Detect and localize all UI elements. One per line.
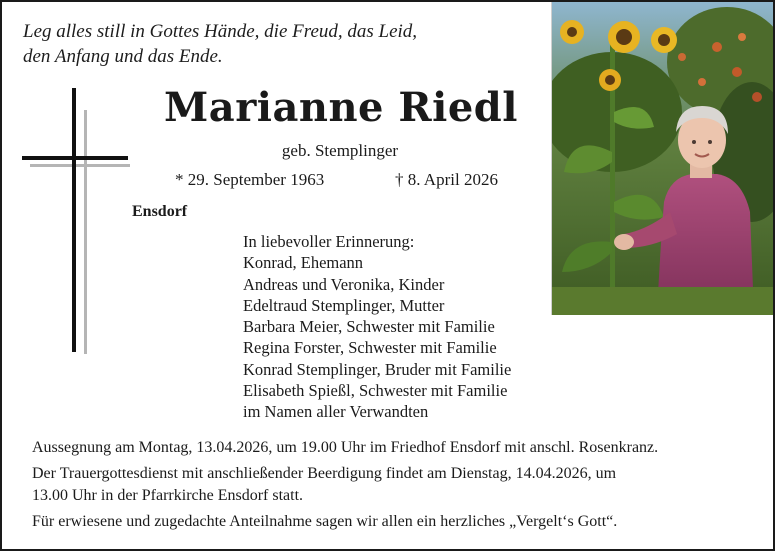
mourner-item: Elisabeth Spießl, Schwester mit Familie: [243, 381, 508, 401]
portrait-photo: [551, 2, 774, 315]
mourner-item: Barbara Meier, Schwester mit Familie: [243, 317, 495, 337]
mourners-intro: In liebevoller Erinnerung:: [243, 232, 415, 251]
cross-vertical: [72, 88, 76, 352]
announcements: [32, 437, 658, 533]
motto-line: Leg alles still in Gottes Hände, die Freud, das Leid,: [23, 21, 418, 42]
cross-horizontal: [22, 156, 128, 160]
mourner-item: Konrad Stemplinger, Bruder mit Familie: [243, 359, 512, 379]
mourner-item: Andreas und Veronika, Kinder: [243, 274, 445, 294]
maiden-name: geb. Stemplinger: [281, 141, 399, 160]
cross-icon: [22, 88, 132, 354]
thanks-line: Für erwiesene und zugedachte Anteilnahme sagen wir allen ein herzliches „Vergelt‘s Gott“.: [32, 513, 618, 530]
place-of-residence: Ensdorf: [132, 203, 188, 220]
birth-date: * 29. September 1963: [175, 170, 325, 189]
mourner-item: Regina Forster, Schwester mit Familie: [243, 338, 497, 358]
cross-shadow-vertical: [84, 110, 87, 354]
mourner-item: im Namen aller Verwandten: [243, 402, 429, 422]
death-date: † 8. April 2026: [395, 170, 498, 189]
funeral-announcement-line: 13.00 Uhr in der Pfarrkirche Ensdorf statt.: [32, 487, 304, 504]
motto: [23, 19, 417, 69]
cross-shadow-horizontal: [30, 164, 130, 167]
deceased-name: Marianne Riedl: [164, 84, 518, 131]
motto-line: den Anfang und das Ende.: [23, 46, 223, 67]
mourner-item: Konrad, Ehemann: [243, 253, 364, 273]
mourners-list: [243, 231, 511, 423]
blessing-announcement: Aussegnung am Montag, 13.04.2026, um 19.00 Uhr im Friedhof Ensdorf mit anschl. Rosenkranz.: [32, 439, 659, 456]
mourner-item: Edeltraud Stemplinger, Mutter: [243, 295, 445, 315]
funeral-announcement-line: Der Trauergottesdienst mit anschließender Beerdigung findet am Dienstag, 14.04.2026, um: [32, 465, 617, 482]
